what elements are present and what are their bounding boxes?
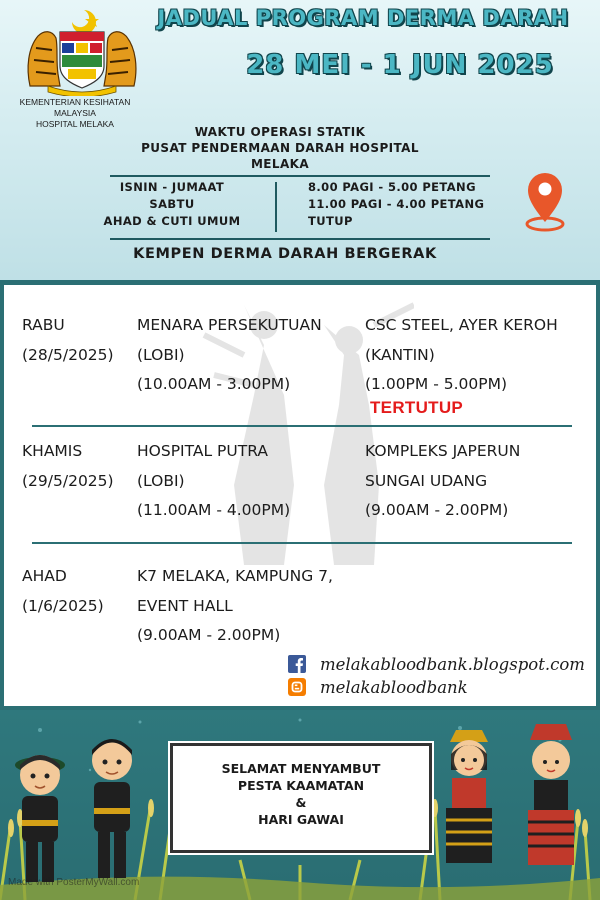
schedule-panel [4, 285, 596, 706]
greeting-line: HARI GAWAI [258, 812, 344, 827]
mobile-campaign-heading: KEMPEN DERMA DARAH BERGERAK [133, 246, 437, 262]
day-label: SABTU [149, 197, 195, 211]
venue-time: (11.00AM - 4.00PM) [137, 501, 291, 519]
venue [137, 562, 333, 651]
greeting-line: SELAMAT MENYAMBUT [221, 761, 381, 776]
divider [32, 542, 572, 544]
schedule-day [22, 562, 104, 621]
blogger-link[interactable] [288, 676, 468, 698]
venue-detail: EVENT HALL [137, 596, 233, 615]
facebook-link[interactable] [288, 653, 585, 675]
time-label: TUTUP [308, 214, 353, 228]
divider [110, 238, 490, 240]
venue-detail: SUNGAI UDANG [365, 471, 488, 490]
venue-time: (1.00PM - 5.00PM) [365, 375, 508, 393]
ops-line: MELAKA [250, 157, 310, 171]
venue [365, 437, 520, 526]
schedule-day [22, 437, 114, 496]
girl-figure [528, 724, 574, 865]
venue-name: CSC STEEL, AYER KEROH [365, 316, 558, 334]
venue-name: K7 MELAKA, KAMPUNG 7, [137, 567, 333, 585]
girl-figure [446, 730, 492, 863]
time-label: 8.00 PAGI - 5.00 PETANG [308, 180, 476, 194]
venue-detail: (LOBI) [137, 345, 185, 364]
ops-line: WAKTU OPERASI STATIK [194, 125, 366, 139]
festival-greeting [170, 743, 432, 853]
operating-days [72, 179, 272, 230]
facebook-icon [288, 655, 306, 673]
day-date: (1/6/2025) [22, 596, 104, 615]
greeting-line: & [295, 795, 307, 810]
venue-name: MENARA PERSEKUTUAN [137, 316, 322, 334]
venue-time: (9.00AM - 2.00PM) [137, 626, 281, 644]
facebook-link-label: melakabloodbank.blogspot.com [320, 654, 585, 674]
footer [0, 710, 600, 900]
divider [32, 425, 572, 427]
venue [137, 437, 290, 526]
blogger-link-label: melakabloodbank [320, 677, 468, 697]
divider [275, 182, 277, 232]
venue-detail: (LOBI) [137, 471, 185, 490]
blogger-icon [288, 678, 306, 696]
venue [365, 311, 558, 400]
hospital-line: HOSPITAL MELAKA [36, 119, 114, 129]
watermark-text: Made with PosterMyWall.com [8, 877, 140, 888]
day-label: AHAD & CUTI UMUM [103, 214, 241, 228]
venue-time: (9.00AM - 2.00PM) [365, 501, 509, 519]
date-range: 28 MEI - 1 JUN 2025 [246, 50, 554, 80]
operating-hours-title [110, 124, 450, 172]
time-label: 11.00 PAGI - 4.00 PETANG [308, 197, 485, 211]
venue-name: HOSPITAL PUTRA [137, 442, 268, 460]
divider [110, 175, 490, 177]
day-date: (28/5/2025) [22, 345, 114, 364]
ministry-line: KEMENTERIAN KESIHATAN MALAYSIA [19, 97, 131, 118]
greeting-line: PESTA KAAMATAN [237, 778, 365, 793]
page-title: JADUAL PROGRAM DERMA DARAH [157, 6, 569, 30]
coat-of-arms-logo [22, 8, 142, 96]
closed-status: TERTUTUP [370, 398, 464, 417]
day-name: AHAD [22, 567, 67, 585]
header [0, 0, 600, 283]
day-name: RABU [22, 316, 65, 334]
venue [137, 311, 322, 400]
day-name: KHAMIS [22, 442, 83, 460]
day-date: (29/5/2025) [22, 471, 114, 490]
day-label: ISNIN - JUMAAT [119, 180, 225, 194]
venue-name: KOMPLEKS JAPERUN [365, 442, 521, 460]
venue-time: (10.00AM - 3.00PM) [137, 375, 291, 393]
venue-detail: (KANTIN) [365, 345, 435, 364]
location-pin-icon [522, 170, 568, 232]
ops-line: PUSAT PENDERMAAN DARAH HOSPITAL [141, 141, 419, 155]
operating-times [308, 179, 528, 230]
schedule-day [22, 311, 114, 370]
boy-figure [92, 739, 132, 878]
